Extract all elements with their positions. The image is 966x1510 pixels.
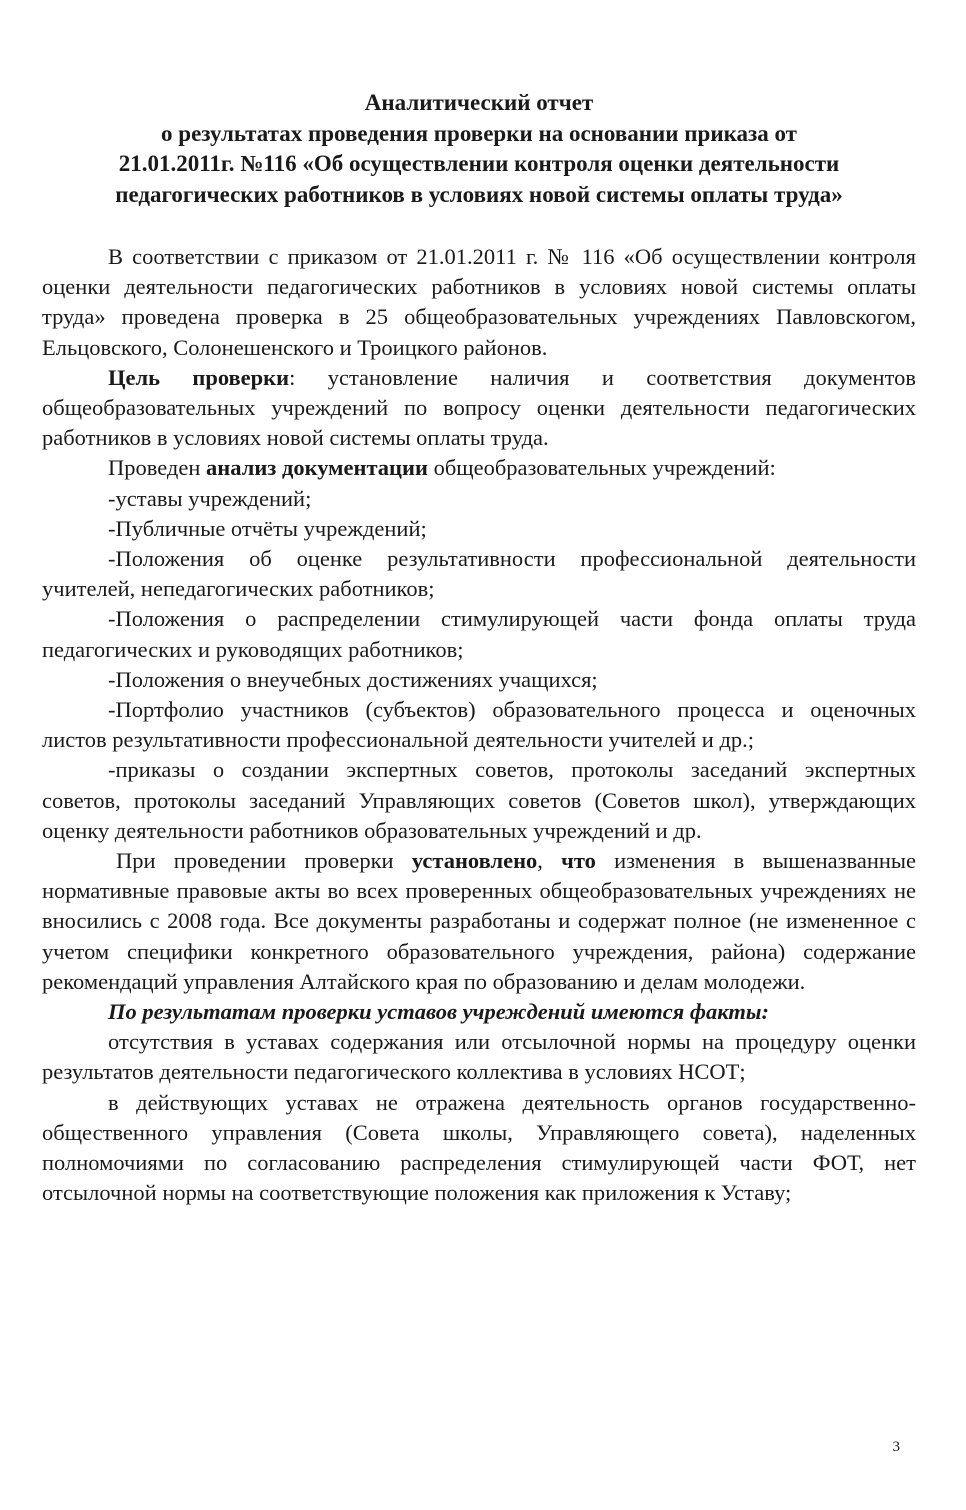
findings-bold-2: что	[561, 848, 596, 874]
goal-text: : установление наличия и соответствия документов общеобразовательных учреждений по вопросу оценки деятельности педагогических работников в условиях новой системы оплаты труда.	[42, 364, 916, 451]
findings-rest: изменения в вышеназванные нормативные правовые акты во всех проверенных общеобразовательных учреждениях не вносились с 2008 года. Все документы разработаны и содержат полное (не измененное с учетом специфики конкретного образовательного учреждения, района) содержание рекомендаций управления Алтайского края по образованию и делам молодежи.	[42, 848, 917, 994]
findings-bold: установлено	[411, 848, 538, 874]
goal-paragraph	[42, 363, 916, 454]
page-number: 3	[892, 1439, 900, 1455]
analysis-start: Проведен	[108, 455, 207, 481]
list-item: -приказы о создании экспертных советов, протоколы заседаний экспертных советов, протоколы заседаний Управляющих советов (Советов школ), утверждающих оценку деятельности работников образовательных учреждений и др.	[42, 757, 916, 843]
list-item: -Положения о распределении стимулирующей части фонда оплаты труда педагогических и руководящих работников;	[42, 606, 916, 662]
charter-findings-heading	[42, 997, 916, 1027]
finding-paragraph-1: отсутствия в уставах содержания или отсылочной нормы на процедуру оценки результатов деятельности педагогического коллектива в условиях НСОТ;	[42, 1029, 916, 1085]
findings-start: При проведении проверки	[116, 848, 412, 874]
list-item: -Положения об оценке результативности профессиональной деятельности учителей, непедагогических работников;	[42, 546, 916, 602]
list-item: -Портфолио участников (субъектов) образовательного процесса и оценочных листов результативности профессиональной деятельности учителей и др.;	[42, 697, 916, 753]
title-line-2: о результатах проведения проверки на основании приказа от	[161, 120, 797, 146]
title-line-1: Аналитический отчет	[364, 90, 594, 115]
list-item: -Публичные отчёты учреждений;	[108, 515, 427, 541]
findings-comma: ,	[537, 848, 562, 874]
list-item: -Положения о внеучебных достижениях учащихся;	[108, 666, 598, 692]
charter-findings-text: По результатам проверки уставов учреждений имеются факты:	[108, 999, 769, 1025]
finding-paragraph-2: в действующих уставах не отражена деятельность органов государственно-общественного управления (Совета школы, Управляющего совета), наделенных полномочиями по согласованию распределения стимулирующей части ФОТ, нет отсылочной нормы на соответствующие положения как приложения к Уставу;	[42, 1089, 916, 1206]
intro-paragraph: В соответствии с приказом от 21.01.2011 г. № 116 «Об осуществлении контроля оценки деятельности педагогических работников в условиях новой системы оплаты труда» проведена проверка в 25 общеобразовательных учреждениях Павловскогом, Ельцовского, Солонешенского и Троицкого районов.	[42, 244, 916, 360]
goal-label: Цель проверки	[108, 364, 290, 390]
findings-paragraph	[42, 846, 916, 997]
list-item: -уставы учреждений;	[108, 485, 312, 511]
analysis-paragraph	[42, 453, 916, 483]
analysis-bold: анализ документации	[206, 455, 428, 481]
analysis-rest: общеобразовательных учреждений:	[427, 455, 776, 481]
title-line-4: педагогических работников в условиях новой системы оплаты труда»	[115, 181, 843, 207]
title-line-3: 21.01.2011г. №116 «Об осуществлении контроля оценки деятельности	[118, 151, 840, 176]
report-title	[42, 88, 916, 210]
